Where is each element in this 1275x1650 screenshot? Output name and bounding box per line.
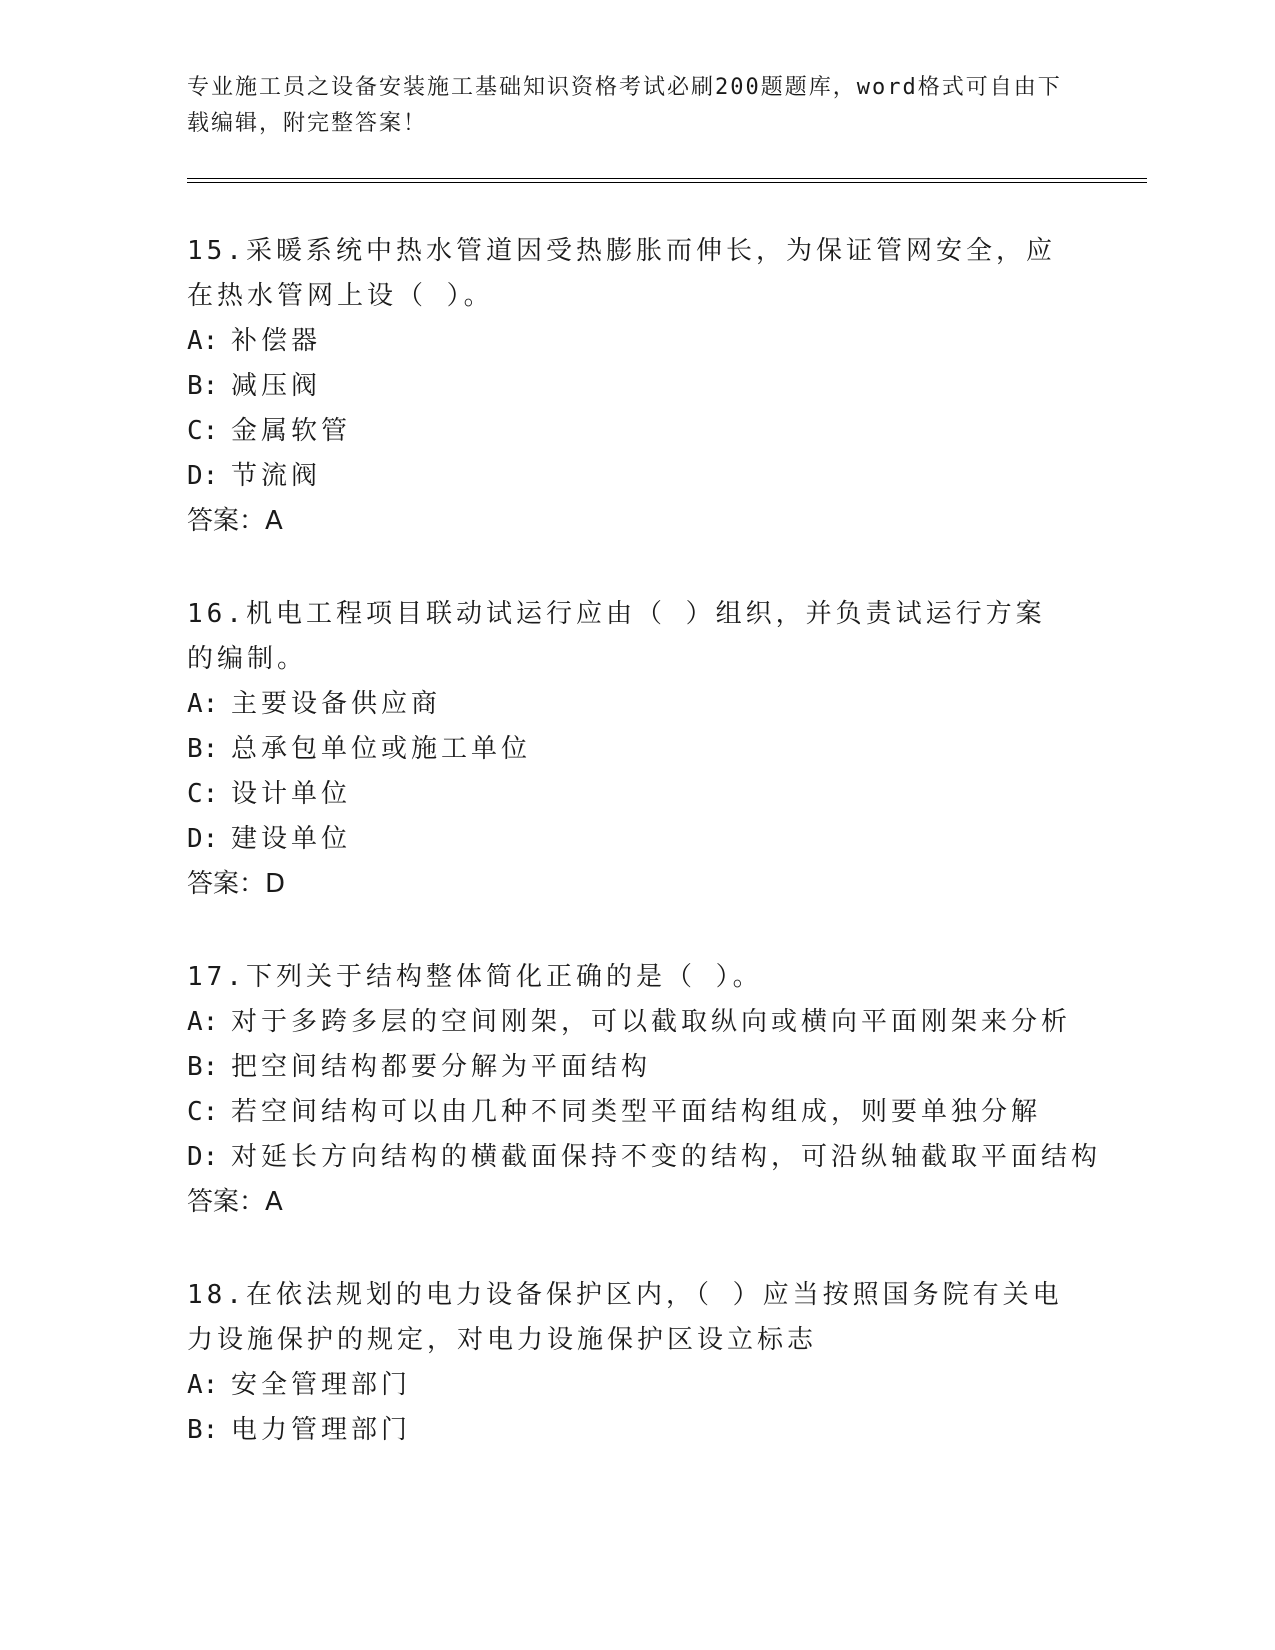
option-key: A: (187, 326, 219, 356)
answer-line: 答案：D (187, 869, 286, 899)
option-key: D: (187, 461, 219, 491)
option-key: A: (187, 1007, 219, 1037)
option-text: 金属软管 (231, 416, 352, 446)
question-18 (187, 1273, 1147, 1453)
option-d (187, 454, 1147, 499)
document-header: 专业施工员之设备安装施工基础知识资格考试必刷200题题库，word格式可自由下载编辑，附完整答案！ (187, 75, 1062, 136)
question-list (187, 229, 1147, 1453)
option-text: 若空间结构可以由几种不同类型平面结构组成，则要单独分解 (231, 1097, 1042, 1127)
option-c (187, 409, 1147, 454)
option-text: 安全管理部门 (231, 1370, 412, 1400)
question-17 (187, 955, 1147, 1225)
option-text: 把空间结构都要分解为平面结构 (231, 1052, 652, 1082)
option-key: C: (187, 1097, 219, 1127)
option-c (187, 1090, 1147, 1135)
option-c (187, 772, 1147, 817)
option-b (187, 1045, 1147, 1090)
option-a (187, 682, 1147, 727)
option-text: 对于多跨多层的空间刚架，可以截取纵向或横向平面刚架来分析 (231, 1007, 1072, 1037)
option-text: 补偿器 (231, 326, 322, 356)
question-15 (187, 229, 1147, 544)
option-b (187, 727, 1147, 772)
question-stem: 18.在依法规划的电力设备保护区内，（ ）应当按照国务院有关电力设施保护的规定，对电力设施保护区设立标志 (187, 1280, 1063, 1355)
option-key: B: (187, 371, 219, 401)
question-stem: 16.机电工程项目联动试运行应由（ ）组织，并负责试运行方案的编制。 (187, 599, 1046, 674)
option-a (187, 319, 1147, 364)
option-key: A: (187, 689, 219, 719)
option-a (187, 1000, 1147, 1045)
question-16 (187, 592, 1147, 907)
option-text: 设计单位 (231, 779, 352, 809)
option-text: 对延长方向结构的横截面保持不变的结构，可沿纵轴截取平面结构 (231, 1142, 1102, 1172)
option-text: 主要设备供应商 (231, 689, 442, 719)
header-divider (187, 178, 1147, 183)
question-stem: 15.采暖系统中热水管道因受热膨胀而伸长，为保证管网安全，应在热水管网上设（ ）。 (187, 236, 1056, 311)
question-stem: 17.下列关于结构整体简化正确的是（ ）。 (187, 962, 763, 992)
option-key: B: (187, 1052, 219, 1082)
option-key: B: (187, 1415, 219, 1445)
option-key: C: (187, 416, 219, 446)
option-key: B: (187, 734, 219, 764)
option-text: 节流阀 (231, 461, 322, 491)
option-d (187, 1135, 1147, 1180)
option-a (187, 1363, 1147, 1408)
option-text: 电力管理部门 (231, 1415, 412, 1445)
option-key: C: (187, 779, 219, 809)
option-key: D: (187, 824, 219, 854)
option-text: 减压阀 (231, 371, 322, 401)
answer-line: 答案：A (187, 1187, 283, 1217)
document-page (187, 70, 1147, 1501)
option-key: A: (187, 1370, 219, 1400)
answer-line: 答案：A (187, 506, 283, 536)
option-text: 总承包单位或施工单位 (231, 734, 532, 764)
option-b (187, 1408, 1147, 1453)
option-key: D: (187, 1142, 219, 1172)
option-d (187, 817, 1147, 862)
option-b (187, 364, 1147, 409)
option-text: 建设单位 (231, 824, 352, 854)
